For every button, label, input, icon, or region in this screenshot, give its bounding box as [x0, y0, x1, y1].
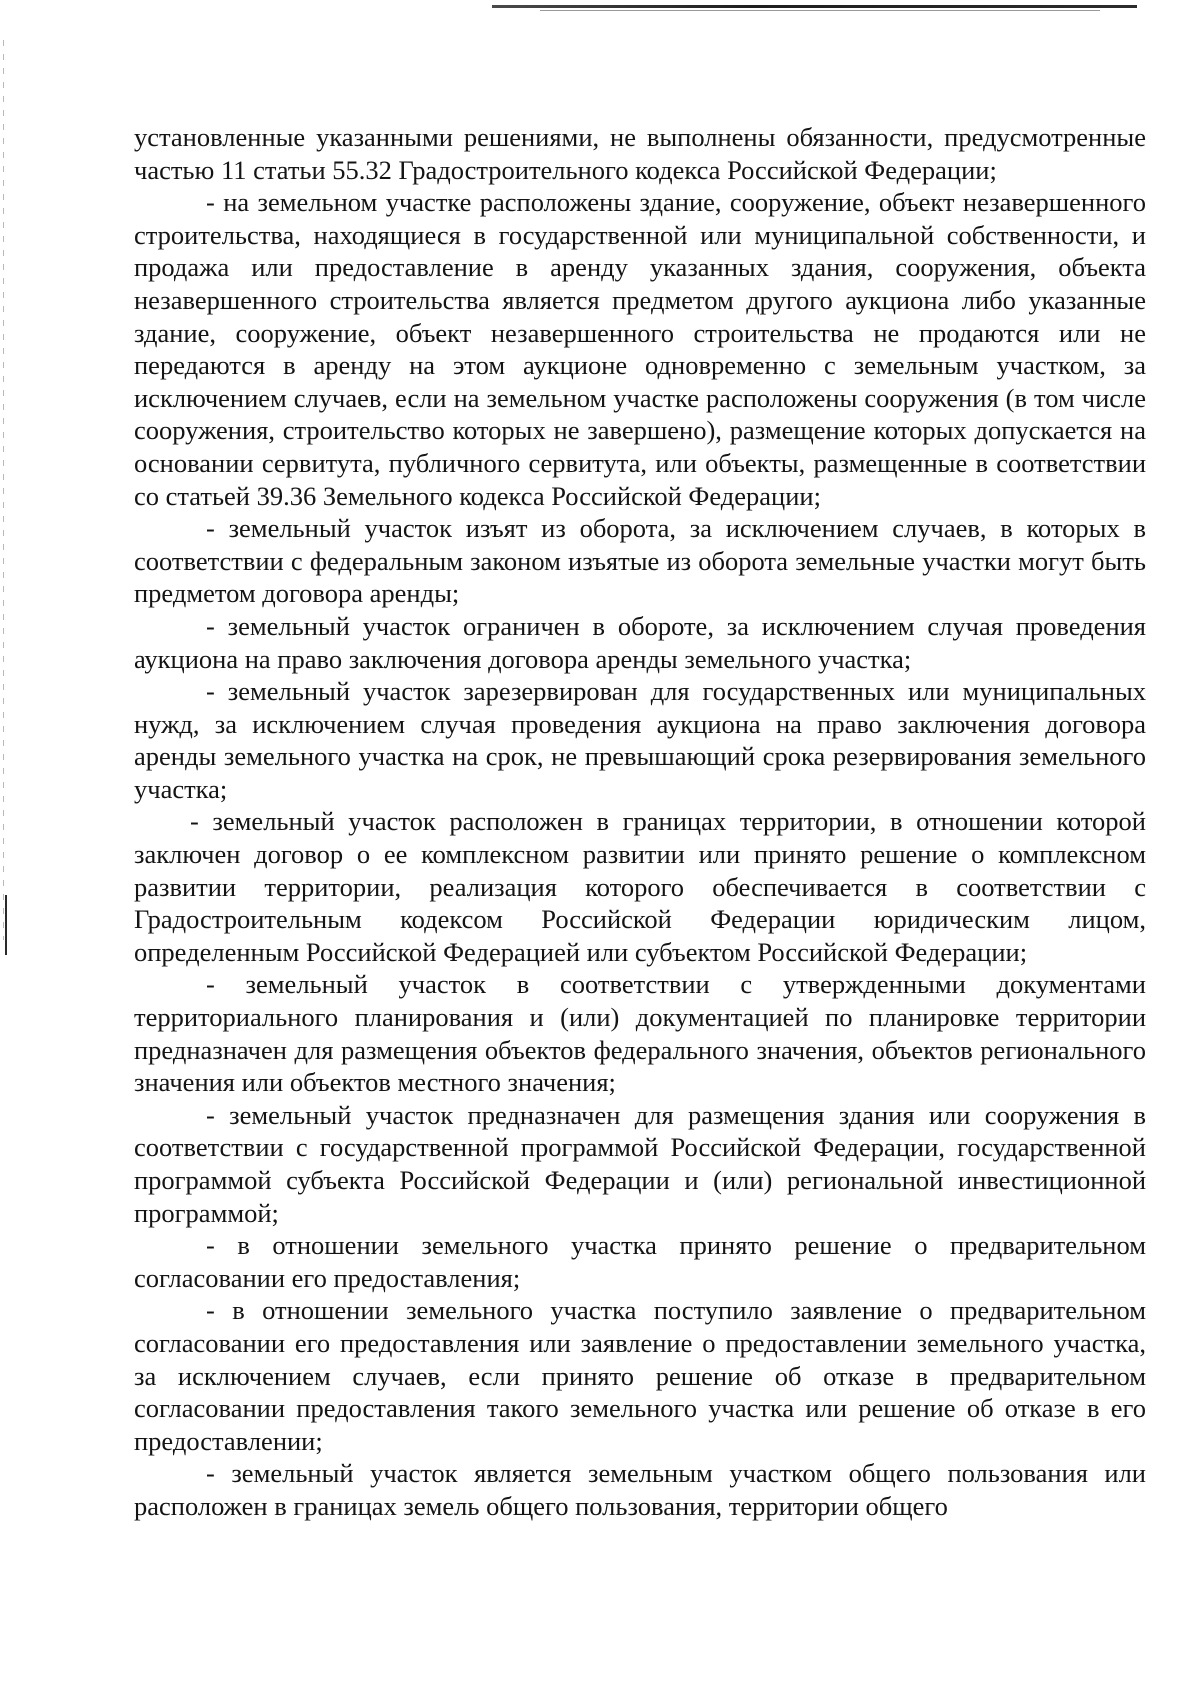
paragraph-withdrawn-from-circulation: - земельный участок изъят из оборота, за исключением случаев, в которых в соответствии с федеральным законом изъятые из оборота земельные участки могут быть предметом договора аренды;: [134, 513, 1146, 609]
paragraph-reserved-for-needs: - земельный участок зарезервирован для государственных или муниципальных нужд, за исключением случая проведения аукциона на право заключения договора аренды земельного участка на срок, не превышающий срока резервирования земельного участка;: [134, 676, 1146, 804]
paragraph-restricted-circulation: - земельный участок ограничен в обороте, за исключением случая проведения аукциона на право заключения договора аренды земельного участка;: [134, 610, 1146, 674]
paragraph-preliminary-approval-decision: - в отношении земельного участка принято решение о предварительном согласовании его предоставления;: [134, 1230, 1146, 1293]
scan-top-rule: [492, 5, 1137, 8]
document-body: [134, 121, 1146, 1523]
paragraph-building-on-plot: - на земельном участке расположены здание, сооружение, объект незавершенного строительства, находящиеся в государственной или муниципальной собственности, и продажа или предоставление в аренду указанных здания, сооружения, объекта незавершенного строительства является предметом другого аукциона либо указанные здание, сооружение, объект незавершенного строительства не продаются или не передаются в аренду на этом аукционе одновременно с земельным участком, за исключением случаев, если на земельном участке расположены сооружения (в том числе сооружения, строительство которых не завершено), размещение которых допускается на основании сервитута, публичного сервитута, или объекты, размещенные в соответствии со статьей 39.36 Земельного кодекса Российской Федерации;: [134, 187, 1146, 511]
paragraph-state-program: - земельный участок предназначен для размещения здания или сооружения в соответствии с государственной программой Российской Федерации, государственной программой субъекта Российской Федерации и (или) региональной инвестиционной программой;: [134, 1099, 1146, 1228]
scan-left-edge-mark: [5, 895, 7, 955]
scan-top-rule-shadow: [540, 10, 1100, 11]
paragraph-territorial-planning: - земельный участок в соответствии с утвержденными документами территориального планирования и (или) документацией по планировке территории предназначен для размещения объектов федерального значения, объектов регионального значения или объектов местного значения;: [134, 969, 1146, 1098]
paragraph-application-received: - в отношении земельного участка поступило заявление о предварительном согласовании его предоставления или заявление о предоставлении земельного участка, за исключением случаев, если принято решение об отказе в предварительном согласовании предоставления такого земельного участка или решение об отказе в его предоставлении;: [134, 1295, 1146, 1456]
scan-left-edge: [3, 40, 4, 940]
paragraph-complex-development: - земельный участок расположен в границах территории, в отношении которой заключен договор о ее комплексном развитии или принято решение о комплексном развитии территории, реализация которого обеспечивается в соответствии с Градостроительным кодексом Российской Федерации юридическим лицом, определенным Российской Федерацией или субъектом Российской Федерации;: [134, 806, 1146, 967]
paragraph-public-use-land: - земельный участок является земельным участком общего пользования или расположен в границах земель общего пользования, территории общего: [134, 1458, 1146, 1521]
paragraph-continuation: установленные указанными решениями, не выполнены обязанности, предусмотренные частью 11 статьи 55.32 Градостроительного кодекса Российской Федерации;: [134, 122, 1146, 185]
